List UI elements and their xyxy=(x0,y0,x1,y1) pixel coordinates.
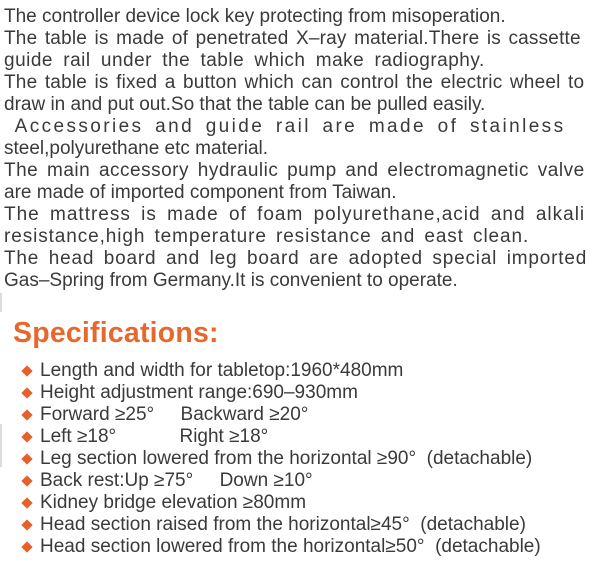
spec-item-text: Forward ≥25° Backward ≥20° xyxy=(40,404,309,425)
paragraph-line: The head board and leg board are adopted special imported xyxy=(4,248,588,269)
diamond-bullet-icon xyxy=(21,519,32,530)
paragraph-line: The main accessory hydraulic pump and electromagnetic valve xyxy=(4,160,585,181)
paragraph-line: The mattress is made of foam polyurethane,acid and alkali xyxy=(4,204,586,225)
specifications-heading: Specifications: xyxy=(13,317,219,349)
spec-item xyxy=(22,492,605,514)
spec-item-text: Head section raised from the horizontal≥45° (detachable) xyxy=(40,514,526,535)
diamond-bullet-icon xyxy=(21,409,32,420)
paragraph-line: draw in and put out.So that the table can be pulled easily. xyxy=(4,94,486,115)
spec-item xyxy=(22,448,605,470)
paragraph-line: guide rail under the table which make radiography. xyxy=(4,50,485,71)
diamond-bullet-icon xyxy=(21,387,32,398)
spec-item xyxy=(22,514,605,536)
spec-item-text: Leg section lowered from the horizontal ≥90° (detachable) xyxy=(40,448,533,469)
diamond-bullet-icon xyxy=(21,497,32,508)
spec-item xyxy=(22,536,605,558)
paragraph-line: Gas–Spring from Germany.It is convenient to operate. xyxy=(4,270,458,291)
paragraph-line: The controller device lock key protecting from misoperation. xyxy=(4,6,506,27)
diamond-bullet-icon xyxy=(21,365,32,376)
scan-artifact-line xyxy=(0,293,2,312)
diamond-bullet-icon xyxy=(21,453,32,464)
spec-item-text: Length and width for tabletop:1960*480mm xyxy=(40,360,404,381)
diamond-bullet-icon xyxy=(21,541,32,552)
spec-item-text: Left ≥18° Right ≥18° xyxy=(40,426,269,447)
scan-artifact-line xyxy=(0,424,2,467)
spec-item xyxy=(22,382,605,404)
paragraph-line: The table is made of penetrated X–ray material.There is cassette xyxy=(4,28,581,49)
spec-item-text: Back rest:Up ≥75° Down ≥10° xyxy=(40,470,313,491)
paragraph-line: Accessories and guide rail are made of stainless xyxy=(4,116,566,137)
paragraph-line: The table is fixed a button which can control the electric wheel to xyxy=(4,72,585,93)
diamond-bullet-icon xyxy=(21,431,32,442)
spec-item xyxy=(22,404,605,426)
spec-item xyxy=(22,360,605,382)
paragraph-line: resistance,high temperature resistance and east clean. xyxy=(4,226,530,247)
spec-item-text: Height adjustment range:690–930mm xyxy=(40,382,358,403)
spec-item-text: Head section lowered from the horizontal≥50° (detachable) xyxy=(40,536,541,557)
paragraph-line: steel,polyurethane etc material. xyxy=(4,138,269,159)
specifications-list xyxy=(0,360,605,558)
paragraph-line: are made of imported component from Taiwan. xyxy=(4,182,397,203)
diamond-bullet-icon xyxy=(21,475,32,486)
spec-item-text: Kidney bridge elevation ≥80mm xyxy=(40,492,307,513)
spec-item xyxy=(22,470,605,492)
spec-item xyxy=(22,426,605,448)
